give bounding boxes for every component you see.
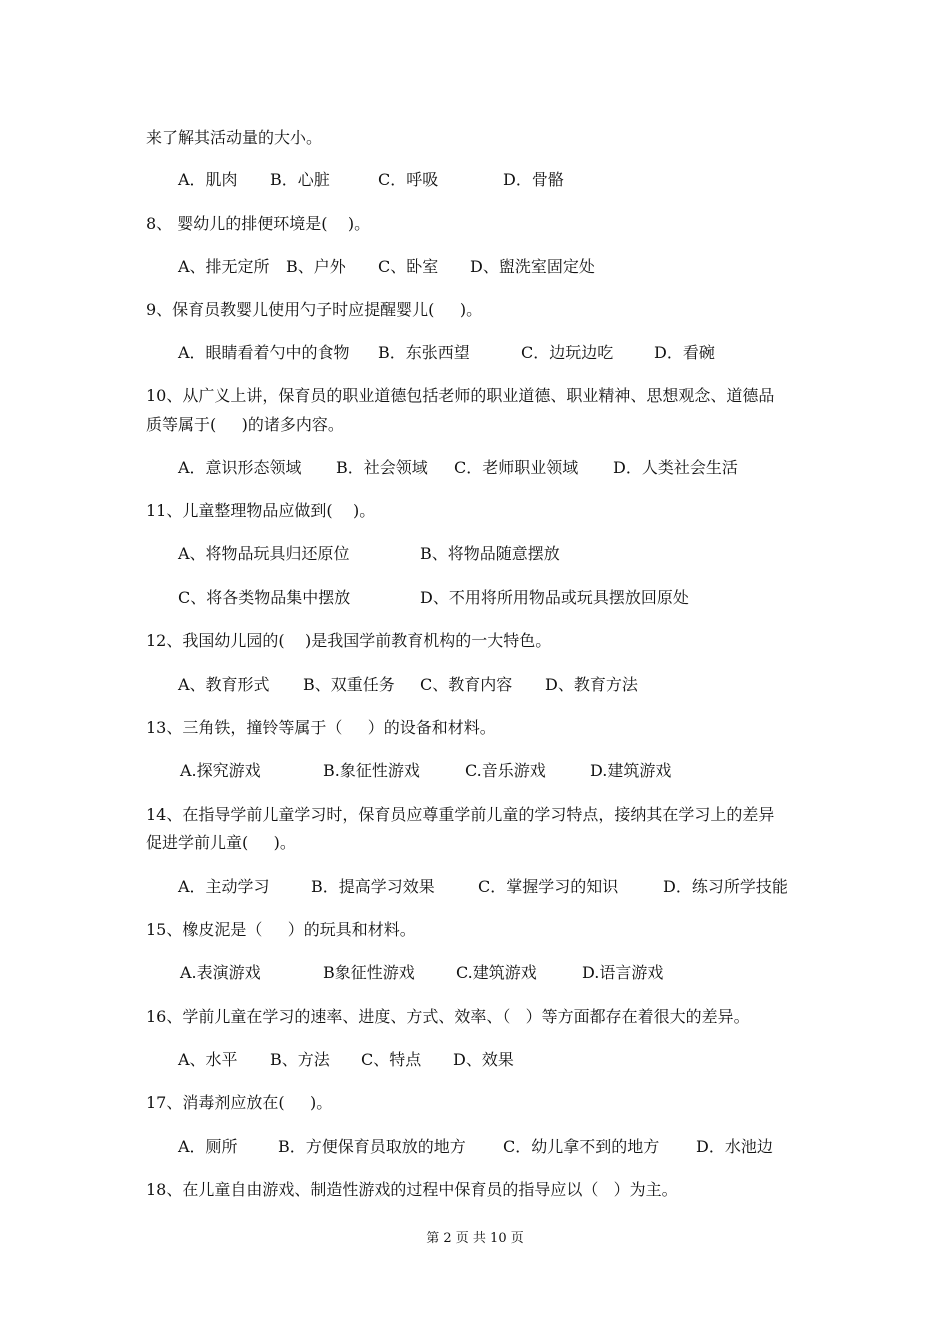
option-d: D、盥洗室固定处	[470, 257, 595, 276]
option-b: B象征性游戏	[323, 963, 415, 982]
question-13: 13、三角铁，撞铃等属于（ ）的设备和材料。	[146, 718, 496, 737]
question-18: 18、在儿童自由游戏、制造性游戏的过程中保育员的指导应以（ ）为主。	[146, 1180, 678, 1199]
option-b: B．心脏	[270, 170, 330, 189]
question-15: 15、橡皮泥是（ ）的玩具和材料。	[146, 920, 416, 939]
option-c: C．呼吸	[378, 170, 439, 189]
option-c: C.音乐游戏	[465, 761, 546, 780]
option-a: A、排无定所	[178, 257, 270, 276]
option-a: A．肌肉	[178, 170, 238, 189]
q7-options	[178, 168, 564, 192]
option-c: C、卧室	[378, 257, 439, 276]
option-b: B、双重任务	[303, 675, 395, 694]
q15-options	[178, 961, 664, 985]
option-b: B、方法	[270, 1050, 330, 1069]
option-a: A．眼睛看着勺中的食物	[178, 343, 350, 362]
option-a: A．主动学习	[178, 877, 270, 896]
option-c: C.建筑游戏	[456, 963, 537, 982]
option-c: C、特点	[361, 1050, 422, 1069]
option-a: A．厕所	[178, 1137, 238, 1156]
option-c: C．老师职业领域	[454, 458, 579, 477]
question-17: 17、消毒剂应放在( )。	[146, 1093, 333, 1112]
q17-options	[178, 1135, 773, 1159]
q7-continuation: 来了解其活动量的大小。	[146, 128, 323, 147]
q12-options	[178, 673, 638, 697]
option-c: C、教育内容	[420, 675, 513, 694]
q10-options	[178, 456, 738, 480]
question-9: 9、保育员教婴儿使用勺子时应提醒婴儿( )。	[146, 300, 483, 319]
option-d: D．人类社会生活	[613, 458, 738, 477]
option-a: A.表演游戏	[180, 963, 261, 982]
question-10: 10、从广义上讲，保育员的职业道德包括老师的职业道德、职业精神、思想观念、道德品	[146, 386, 775, 405]
option-d: D．骨骼	[503, 170, 564, 189]
option-c: C．边玩边吃	[521, 343, 614, 362]
option-a: A．意识形态领域	[178, 458, 302, 477]
option-d: D．练习所学技能	[663, 877, 788, 896]
option-b: B．提高学习效果	[311, 877, 435, 896]
question-14: 14、在指导学前儿童学习时，保育员应尊重学前儿童的学习特点，接纳其在学习上的差异	[146, 805, 775, 824]
q11-options-row2	[178, 586, 689, 610]
question-11: 11、儿童整理物品应做到( )。	[146, 501, 376, 520]
q8-options	[178, 255, 595, 279]
page-footer: 第 2 页 共 10 页	[426, 1231, 524, 1246]
option-c: C．掌握学习的知识	[478, 877, 619, 896]
option-d: D．看碗	[654, 343, 715, 362]
option-b: B．社会领域	[336, 458, 428, 477]
question-14-cont: 促进学前儿童( )。	[146, 833, 296, 852]
question-12: 12、我国幼儿园的( )是我国学前教育机构的一大特色。	[146, 631, 552, 650]
question-16: 16、学前儿童在学习的速率、进度、方式、效率、（ ）等方面都存在着很大的差异。	[146, 1007, 750, 1026]
option-a: A、将物品玩具归还原位	[178, 544, 350, 563]
q16-options	[178, 1048, 514, 1072]
option-b: B．东张西望	[378, 343, 470, 362]
option-b: B.象征性游戏	[323, 761, 420, 780]
q9-options	[178, 341, 715, 365]
option-d: D.语言游戏	[582, 963, 664, 982]
question-8: 8、 婴幼儿的排便环境是( )。	[146, 214, 371, 233]
question-10-cont: 质等属于( )的诸多内容。	[146, 415, 344, 434]
option-b: B．方便保育员取放的地方	[278, 1137, 466, 1156]
option-c: C、将各类物品集中摆放	[178, 588, 351, 607]
option-a: A、水平	[178, 1050, 238, 1069]
option-d: D、不用将所用物品或玩具摆放回原处	[420, 588, 689, 607]
option-b: B、将物品随意摆放	[420, 544, 560, 563]
option-a: A、教育形式	[178, 675, 270, 694]
q11-options-row1	[178, 542, 560, 566]
option-a: A.探究游戏	[180, 761, 261, 780]
option-d: D．水池边	[696, 1137, 773, 1156]
option-d: D、教育方法	[545, 675, 638, 694]
option-d: D、效果	[453, 1050, 514, 1069]
option-b: B、户外	[286, 257, 346, 276]
q13-options	[178, 759, 672, 783]
q14-options	[178, 875, 788, 899]
option-d: D.建筑游戏	[590, 761, 672, 780]
option-c: C．幼儿拿不到的地方	[503, 1137, 660, 1156]
